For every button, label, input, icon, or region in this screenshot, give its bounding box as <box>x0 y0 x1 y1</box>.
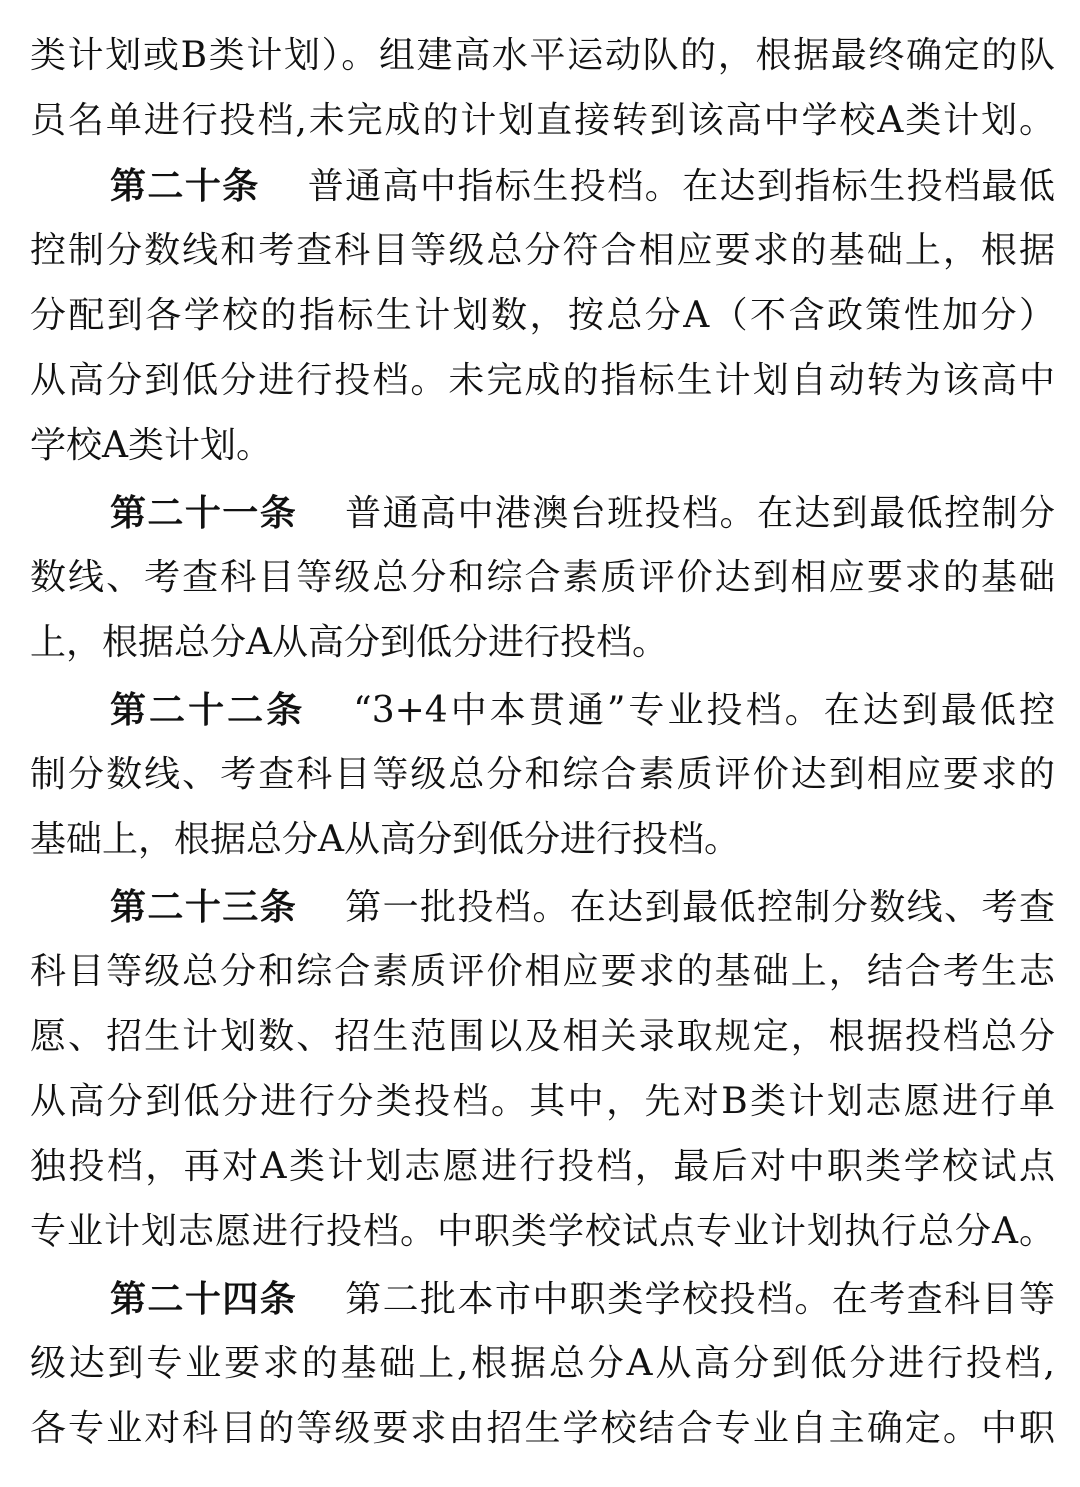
text-line: “3+4中本贯通”专业投档。在达到最低控 <box>353 690 1055 731</box>
article-heading: 第二十三条 <box>110 886 298 928</box>
article-heading: 第二十二条 <box>110 689 306 731</box>
text-line: 专业计划志愿进行投档。中职类学校试点专业计划执行总分A。 <box>30 1211 1055 1252</box>
text-line: 制分数线、考查科目等级总分和综合素质评价达到相应要求的 <box>30 754 1055 795</box>
text-line: 控制分数线和考查科目等级总分符合相应要求的基础上，根据 <box>30 230 1055 271</box>
text-line: 级达到专业要求的基础上,根据总分A从高分到低分进行投档, <box>30 1343 1055 1384</box>
text-line: 各专业对科目的等级要求由招生学校结合专业自主确定。中职 <box>30 1408 1055 1449</box>
text-line: 普通高中指标生投档。在达到指标生投档最低 <box>307 166 1055 207</box>
text-line: 员名单进行投档,未完成的计划直接转到该高中学校A类计划。 <box>30 100 1055 141</box>
text-line: 数线、考查科目等级总分和综合素质评价达到相应要求的基础 <box>30 557 1055 598</box>
article-20 <box>110 154 1055 218</box>
text-line: 从高分到低分进行投档。未完成的指标生计划自动转为该高中 <box>30 360 1055 401</box>
text-line: 第二批本市中职类学校投档。在考查科目等 <box>345 1279 1055 1320</box>
text-line: 科目等级总分和综合素质评价相应要求的基础上，结合考生志 <box>30 951 1055 992</box>
text-line: 愿、招生计划数、招生范围以及相关录取规定，根据投档总分 <box>30 1016 1055 1057</box>
text-line: 第一批投档。在达到最低控制分数线、考查 <box>345 887 1055 928</box>
article-21 <box>110 481 1055 545</box>
article-heading: 第二十四条 <box>110 1278 298 1320</box>
article-22 <box>110 678 1055 742</box>
article-heading: 第二十一条 <box>110 492 298 534</box>
text-line: 分配到各学校的指标生计划数，按总分A（不含政策性加分） <box>30 295 1055 336</box>
text-line: 类计划或B类计划）。组建高水平运动队的，根据最终确定的队 <box>30 35 1055 76</box>
text-line: 普通高中港澳台班投档。在达到最低控制分 <box>345 493 1055 534</box>
text-line: 从高分到低分进行分类投档。其中，先对B类计划志愿进行单 <box>30 1081 1055 1122</box>
article-24 <box>110 1267 1055 1331</box>
text-line: 基础上，根据总分A从高分到低分进行投档。 <box>30 819 740 860</box>
text-line: 独投档，再对A类计划志愿进行投档，最后对中职类学校试点 <box>30 1146 1055 1187</box>
text-line: 学校A类计划。 <box>30 425 272 466</box>
article-heading: 第二十条 <box>110 165 260 207</box>
text-line: 上，根据总分A从高分到低分进行投档。 <box>30 622 668 663</box>
article-23 <box>110 875 1055 939</box>
